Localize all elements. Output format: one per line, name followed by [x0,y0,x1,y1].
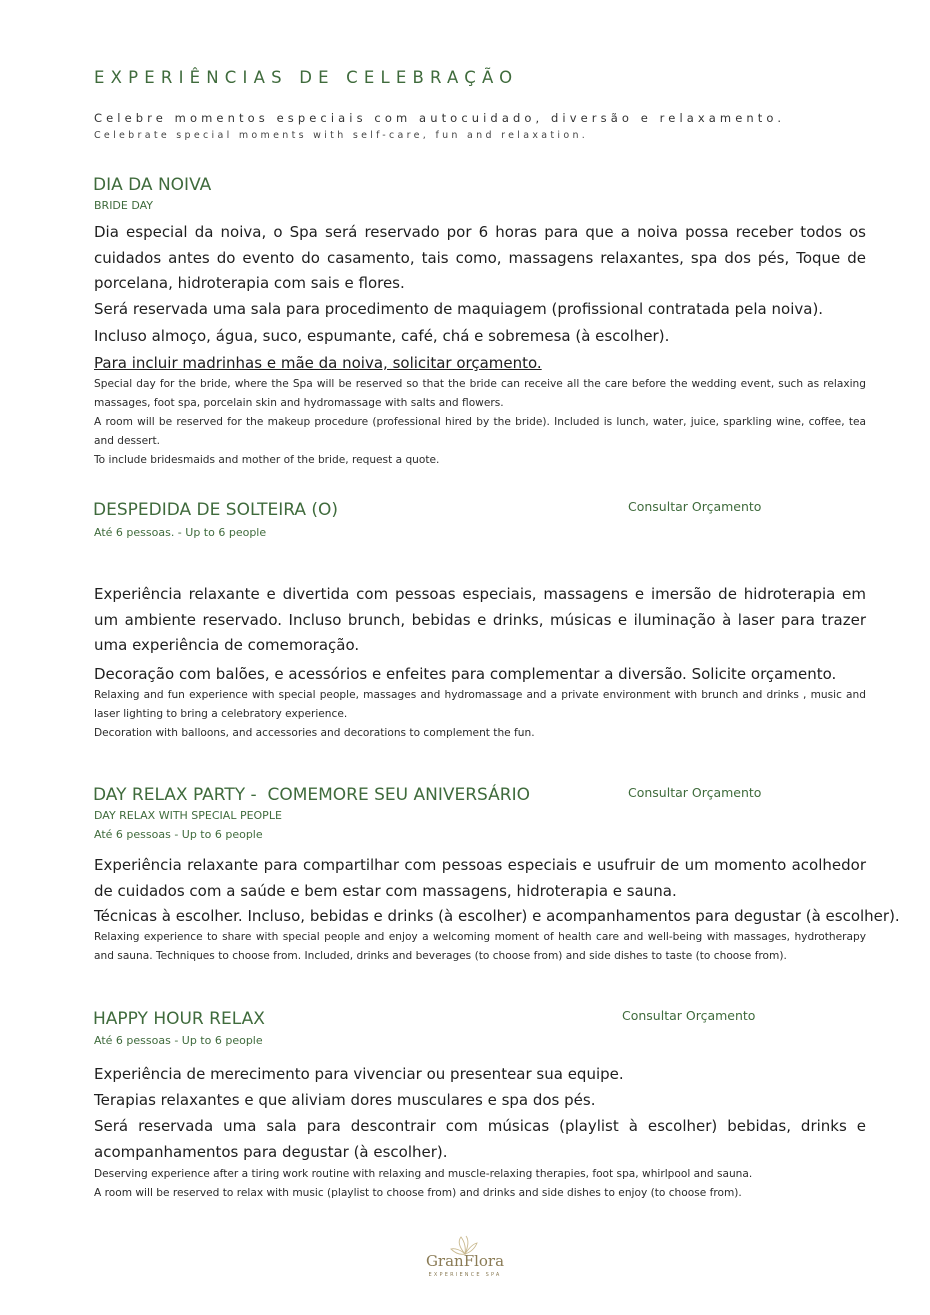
section-paragraph-pt: Experiência de merecimento para vivenciar ou presentear sua equipe. [94,1065,624,1083]
section-paragraph-en: A room will be reserved to relax with music (playlist to choose from) and drinks and side dishes to enjoy (to choose from). [94,1187,742,1199]
section-title-despedida: DESPEDIDA DE SOLTEIRA (O) [93,500,339,520]
section-title-happy-hour: HAPPY HOUR RELAX [93,1009,265,1029]
section-paragraph-pt: Experiência relaxante para compartilhar com pessoas especiais e usufruir de um momento acolhedor de cuidados com a saúde e bem estar com massagens, hidroterapia e sauna. [94,856,866,900]
section-paragraph-en: Deserving experience after a tiring work routine with relaxing and muscle-relaxing therapies, foot spa, whirlpool and sauna. [94,1168,753,1180]
logo-tagline: EXPERIENCE SPA [428,1272,502,1278]
section-title-dia-da-noiva: DIA DA NOIVA [93,175,212,195]
section-paragraph-pt: Decoração com balões, e acessórios e enfeites para complementar a diversão. Solicite orçamento. [94,665,837,683]
section-subtitle-special-people: DAY RELAX WITH SPECIAL PEOPLE [94,809,282,822]
section-paragraph-en: A room will be reserved for the makeup procedure (professional hired by the bride). Included is lunch, water, juice, sparkling wine, coffee, tea and dessert. [94,416,866,447]
section-paragraph-pt: Terapias relaxantes e que aliviam dores musculares e spa dos pés. [94,1091,596,1109]
section-paragraph-pt: Incluso almoço, água, suco, espumante, café, chá e sobremesa (à escolher). [94,327,670,345]
bridesmaids-quote-note: Para incluir madrinhas e mãe da noiva, solicitar orçamento. [94,354,542,372]
section-title-day-relax-party: DAY RELAX PARTY - COMEMORE SEU ANIVERSÁRIO [93,785,530,805]
quote-link[interactable]: Consultar Orçamento [628,785,762,800]
page-subtitle-en: Celebrate special moments with self-care, fun and relaxation. [94,130,589,141]
section-subtitle-people: Até 6 pessoas. - Up to 6 people [94,526,267,539]
section-paragraph-en: Relaxing and fun experience with special people, massages and hydromassage and a private environment with brunch and drinks , music and laser lighting to bring a celebratory experience. [94,689,866,720]
section-paragraph-pt: Será reservada uma sala para procedimento de maquiagem (profissional contratada pela noiva). [94,300,824,318]
quote-link[interactable]: Consultar Orçamento [628,499,762,514]
granflora-logo [405,1234,525,1284]
page-subtitle-pt: Celebre momentos especiais com autocuidado, diversão e relaxamento. [94,111,786,125]
section-subtitle-people: Até 6 pessoas - Up to 6 people [94,1034,263,1047]
section-paragraph-pt: Será reservada uma sala para descontrair com músicas (playlist à escolher) bebidas, drinks e acompanhamentos para degustar (à escolher). [94,1117,866,1161]
section-paragraph-pt: Dia especial da noiva, o Spa será reservado por 6 horas para que a noiva possa receber todos os cuidados antes do evento do casamento, tais como, massagens relaxantes, spa dos pés, Toque de porcelana, hidroterapia com sais e flores. [94,223,866,293]
section-paragraph-en: Relaxing experience to share with special people and enjoy a welcoming moment of health care and well-being with massages, hydrotherapy and sauna. Techniques to choose from. Included, drinks and beverages (to choose from) and side dishes to taste (to choose from). [94,931,866,962]
section-paragraph-en: Decoration with balloons, and accessories and decorations to complement the fun. [94,727,535,739]
section-subtitle-people: Até 6 pessoas - Up to 6 people [94,828,263,841]
section-paragraph-en: To include bridesmaids and mother of the bride, request a quote. [94,454,440,466]
page-title: EXPERIÊNCIAS DE CELEBRAÇÃO [94,68,519,87]
quote-link[interactable]: Consultar Orçamento [622,1008,756,1023]
logo-text: GranFlora [425,1252,505,1270]
section-paragraph-pt: Experiência relaxante e divertida com pessoas especiais, massagens e imersão de hidroterapia em um ambiente reservado. Incluso brunch, bebidas e drinks, músicas e iluminação à laser para trazer uma experiência de comemoração. [94,585,866,655]
section-paragraph-pt: Técnicas à escolher. Incluso, bebidas e drinks (à escolher) e acompanhamentos para degustar (à escolher). [94,907,900,925]
section-subtitle-bride-day: BRIDE DAY [94,199,154,212]
section-paragraph-en: Special day for the bride, where the Spa will be reserved so that the bride can receive all the care before the wedding event, such as relaxing massages, foot spa, porcelain skin and hydromassage with salts and flowers. [94,378,866,409]
